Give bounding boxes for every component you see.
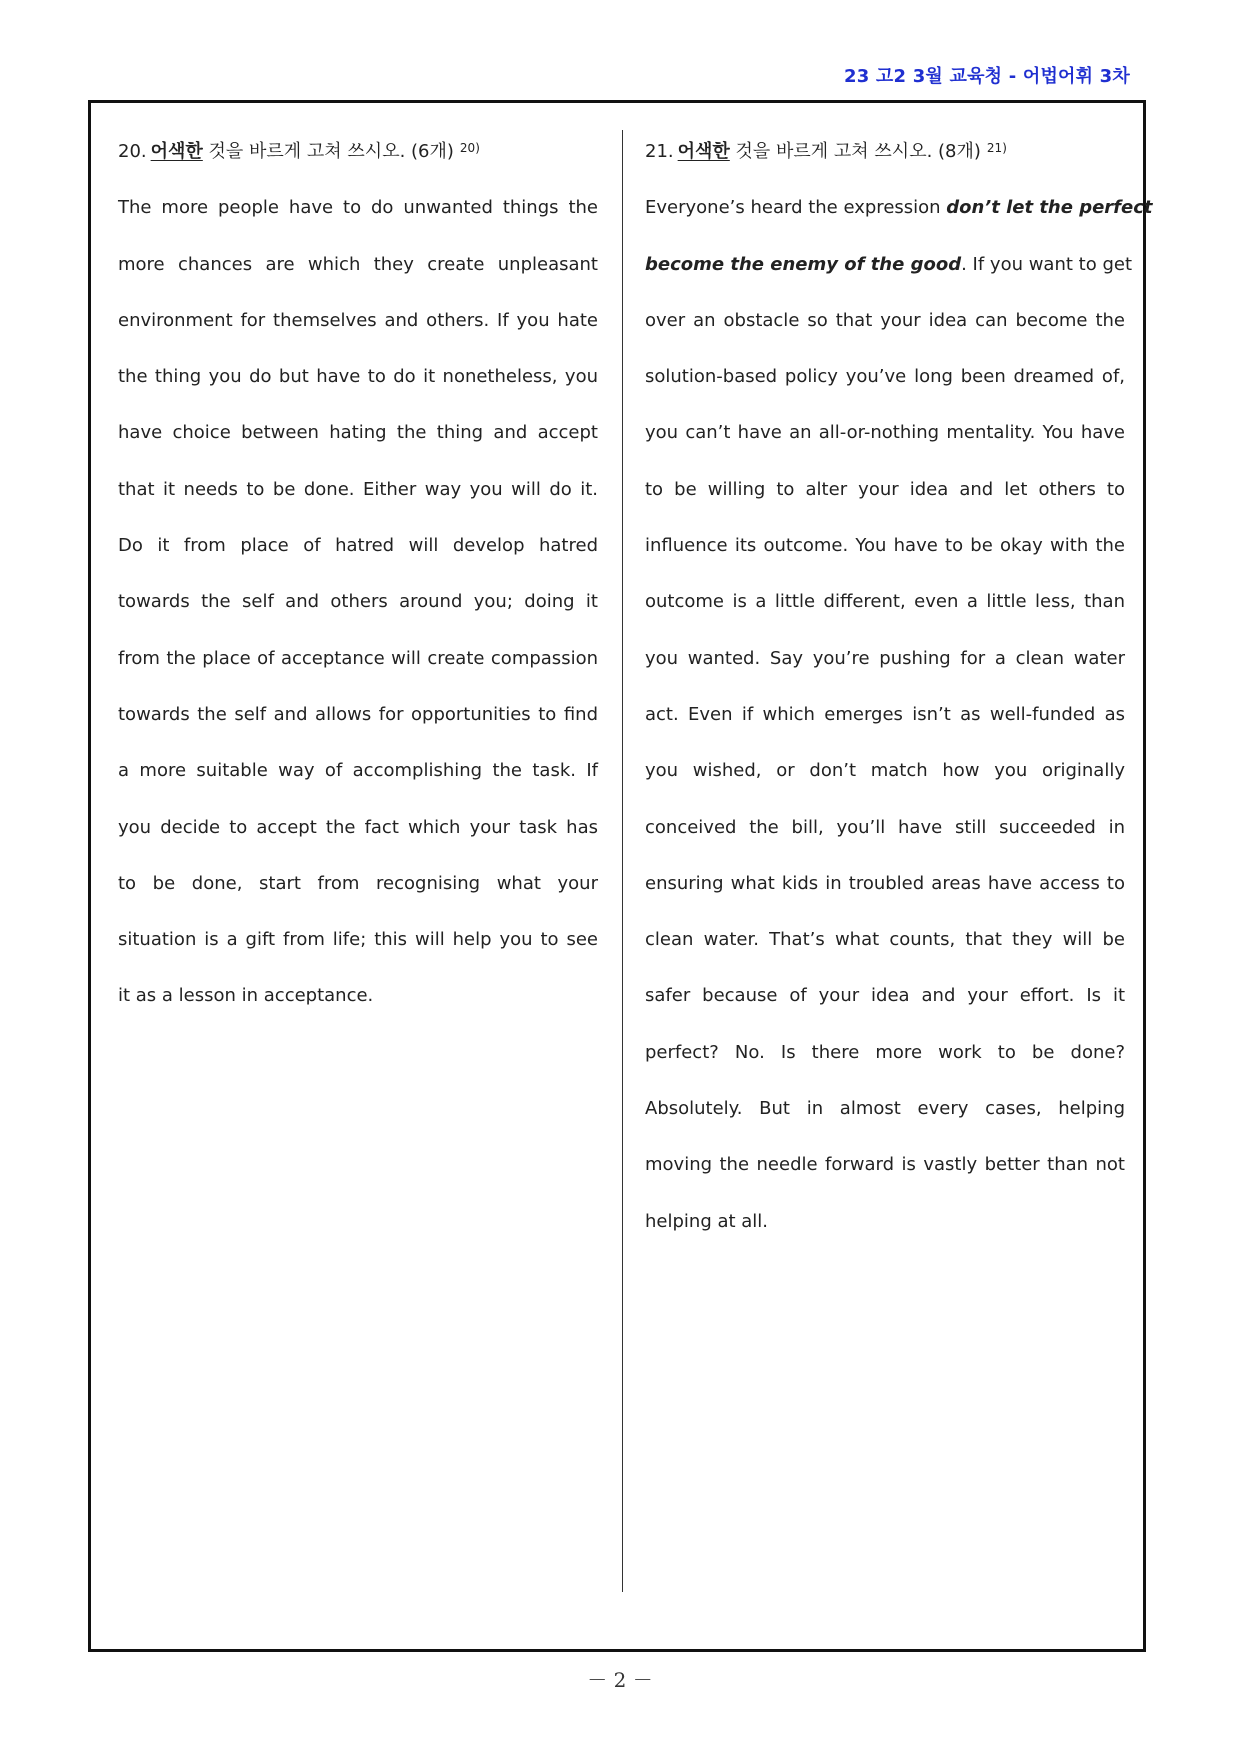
footnote-ref: 21) (986, 141, 1007, 155)
emphasized-expression: don’t let the perfect (946, 197, 1153, 219)
passage-line: environment for themselves and others. If you hate (118, 309, 598, 331)
passage-line: moving the needle forward is vastly better than not (645, 1154, 1125, 1176)
passage-line: over an obstacle so that your idea can become the (645, 309, 1125, 331)
passage-line: you wished, or don’t match how you originally (645, 760, 1125, 782)
passage-line: solution-based policy you’ve long been dreamed of, (645, 366, 1125, 388)
passage-line: act. Even if which emerges isn’t as well-funded as (645, 703, 1125, 725)
passage-line: conceived the bill, you’ll have still succeeded in (645, 816, 1125, 838)
passage-line: you decide to accept the fact which your task has (118, 816, 598, 838)
passage-line (645, 180, 1153, 236)
passage-text: . If you want to get (961, 253, 1133, 275)
column-divider (622, 130, 623, 1592)
passage-line: you wanted. Say you’re pushing for a clean water (645, 647, 1125, 669)
passage-line (645, 237, 1133, 293)
passage-line: from the place of acceptance will create compassion (118, 647, 598, 669)
emphasized-expression: become the enemy of the good (645, 253, 962, 275)
passage-line: perfect? No. Is there more work to be done? (645, 1041, 1125, 1063)
passage-line: clean water. That’s what counts, that they will be (645, 929, 1125, 951)
passage-line: towards the self and allows for opportunities to find (118, 703, 598, 725)
passage-line: influence its outcome. You have to be okay with the (645, 535, 1125, 557)
passage-line: Do it from place of hatred will develop hatred (118, 535, 598, 557)
question-instruction: 것을 바르게 고쳐 쓰시오. (8개) (729, 141, 981, 162)
page-number: － 2 － (587, 1668, 653, 1692)
passage-line: The more people have to do unwanted things the (118, 197, 598, 219)
passage-line: the thing you do but have to do it nonetheless, you (118, 366, 598, 388)
passage-line: that it needs to be done. Either way you will do it. (118, 478, 598, 500)
question-21-heading (645, 120, 1125, 180)
passage-line: outcome is a little different, even a little less, than (645, 591, 1125, 613)
passage-line: safer because of your idea and your effort. Is it (645, 985, 1125, 1007)
passage-line: have choice between hating the thing and accept (118, 422, 598, 444)
question-number: 21. (645, 141, 674, 162)
passage-line: Absolutely. But in almost every cases, helping (645, 1098, 1125, 1120)
question-instruction: 것을 바르게 고쳐 쓰시오. (6개) (202, 141, 454, 162)
header-title: 23 고2 3월 교육청 - 어법어휘 3차 (844, 66, 1130, 87)
passage-line: you can’t have an all-or-nothing mentality. You have (645, 422, 1125, 444)
question-keyword: 어색한 (677, 141, 730, 162)
footnote-ref: 20) (459, 141, 480, 155)
question-keyword: 어색한 (150, 141, 203, 162)
passage-line: more chances are which they create unpleasant (118, 253, 598, 275)
question-20-heading (118, 120, 598, 180)
passage-text: Everyone’s heard the expression (645, 197, 947, 219)
passage-line: a more suitable way of accomplishing the task. If (118, 760, 598, 782)
question-number: 20. (118, 141, 147, 162)
passage-line: situation is a gift from life; this will help you to see (118, 929, 598, 951)
passage-line: to be done, start from recognising what your (118, 872, 598, 894)
passage-line: it as a lesson in acceptance. (118, 985, 374, 1007)
question-20 (118, 120, 598, 1025)
passage-line: ensuring what kids in troubled areas have access to (645, 872, 1125, 894)
passage-line: helping at all. (645, 1210, 769, 1232)
question-21 (645, 120, 1153, 1250)
passage-line: to be willing to alter your idea and let others to (645, 478, 1125, 500)
passage-line: towards the self and others around you; doing it (118, 591, 598, 613)
